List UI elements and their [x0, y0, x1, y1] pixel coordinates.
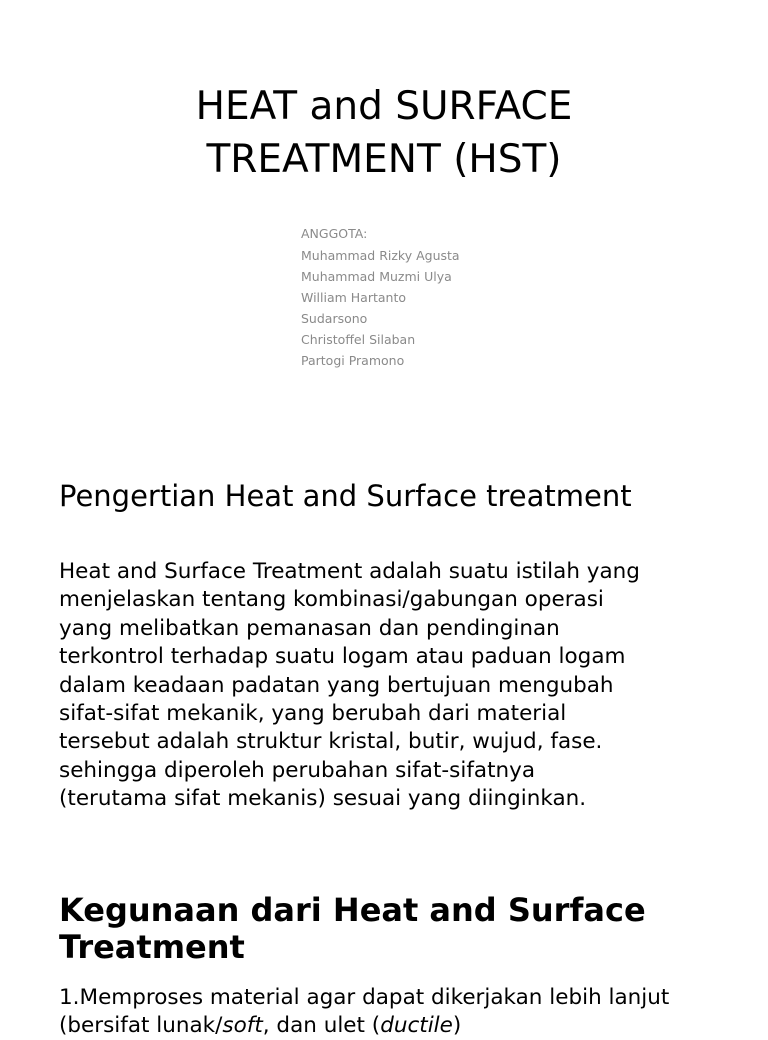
- presentation-title: [0, 80, 768, 186]
- usage-heading: Kegunaan dari Heat and Surface Treatment: [59, 891, 646, 966]
- member-name: Christoffel Silaban: [301, 332, 416, 347]
- usage-slide: [0, 890, 768, 1038]
- definition-heading: Pengertian Heat and Surface treatment: [59, 479, 632, 513]
- member-name: Partogi Pramono: [301, 353, 405, 368]
- usage-item-ductile: ductile: [380, 1013, 453, 1038]
- member-name: Sudarsono: [301, 311, 368, 326]
- usage-item-end: ): [452, 1013, 462, 1038]
- member-name: William Hartanto: [301, 290, 407, 305]
- members-label: ANGGOTA:: [301, 226, 368, 241]
- members-list: [301, 226, 481, 374]
- title-line-2: TREATMENT (HST): [206, 137, 562, 182]
- member-name: Muhammad Rizky Agusta: [301, 248, 460, 263]
- title-slide: [0, 0, 768, 430]
- definition-paragraph: Heat and Surface Treatment adalah suatu istilah yang menjelaskan tentang kombinasi/gabungan operasi yang melibatkan pemanasan dan pendinginan terkontrol terhadap suatu logam atau paduan logam dalam keadaan padatan yang bertujuan mengubah sifat-sifat mekanik, yang berubah dari material tersebut adalah struktur kristal, butir, wujud, fase. sehingga diperoleh perubahan sifat-sifatnya (terutama sifat mekanis) sesuai yang diinginkan.: [59, 559, 640, 812]
- member-name: Muhammad Muzmi Ulya: [301, 269, 452, 284]
- usage-item-mid: , dan ulet (: [262, 1013, 381, 1038]
- usage-list-item: [59, 984, 749, 1040]
- title-line-1: HEAT and SURFACE: [195, 84, 573, 129]
- usage-item-text: 1.Memproses material agar dapat dikerjakan lebih lanjut (bersifat lunak/: [59, 985, 670, 1038]
- usage-item-soft: soft: [222, 1013, 263, 1038]
- definition-slide: [0, 472, 768, 832]
